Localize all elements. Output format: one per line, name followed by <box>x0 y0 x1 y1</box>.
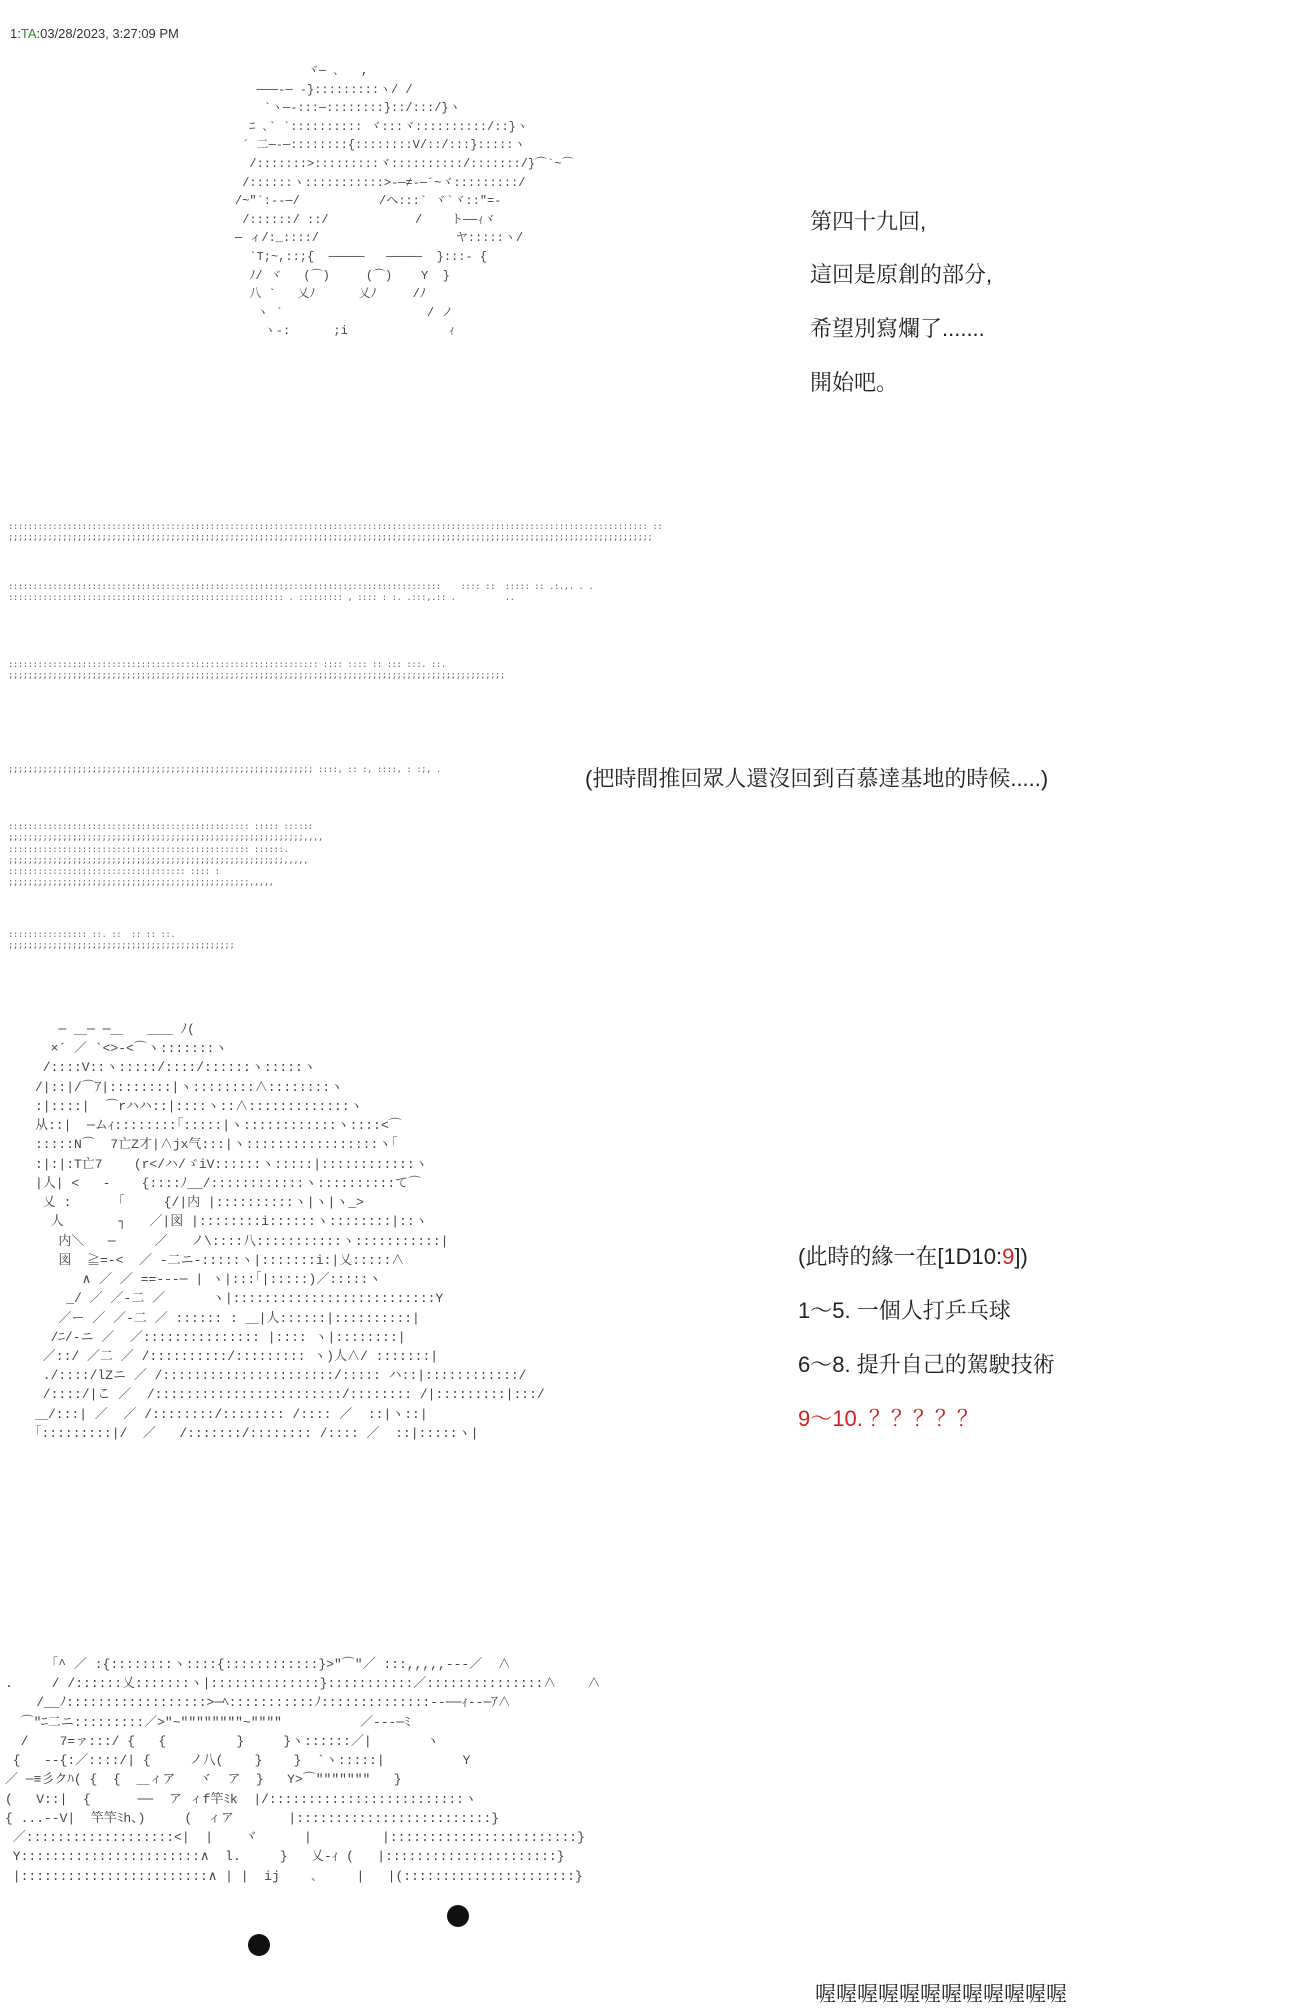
flashback-note: (把時間推回眾人還沒回到百慕達基地的時候.....) <box>585 766 1049 791</box>
ascii-art-girl-2: ｢^ ／ :{::::::::ヽ::::{::::::::::::}>"⌒"／ :::,,,,,---／ ∧ . / /::::::乂:::::::ヽ|::::::::::::::}:::::::::::／:::::::::::::::∧ ∧ /__ﾉ::::::::::::::::::>─ﾍ:::::::::::ﾉ::::::::::::::--──ｨ--─ｱ∧ ⌒"ﾆ二ニ:::::::::／>"~""""""""~"""" ／---─ﾐ / 7=ァ:::/ { { } }ヽ::::::／| ヽ { --{:／::::/| { ノ八( } } `ヽ:::::| Y ／ ─≡彡クﾊ( { { ＿ィア ヾ ア } Y>⌒""""""" } ( V::| { ── ア ィf竿ﾐk |/:::::::::::::::::::::::::ヽ { ...--V| 竿竿ﾐh、) ( ィア |:::::::::::::::::::::::::} ／:::::::::::::::::::<| | ヾ | |::::::::::::::::::::::::} Y:::::::::::::::::::::::∧ l. } 乂-ｨ ( |::::::::::::::::::::::} |::::::::::::::::::::::::∧ | | ij ､ | |(::::::::::::::::::::::} <box>5 1657 601 1884</box>
dotted-art-block-6: :::::::::::::::: ::. :: :: :: ::. ;;;;;;;;;;;;;;;;;;;;;;;;;;;;;;;;;;;;;;;;;;;;;; <box>8 930 235 952</box>
roll-option-3: 9～10. ？？？？？ <box>798 1406 979 1431</box>
bottom-shout-text: 喔喔喔喔喔喔喔喔喔喔喔喔 <box>815 1983 1067 2006</box>
ascii-art-girl-1: ─ ＿─ ─＿ ＿＿ ﾉ( ×´ ／ `<>-<⌒ヽ:::::::ヽ /::::V::ヽ:::::/::::/::::::ヽ:::::ヽ /|::|/⌒ｱ|::::::::|ヽ::::::::∧::::::::ヽ :|::::| ⌒rハハ::|::::ヽ::∧:::::::::::::ヽ 从::| ─ムｨ::::::::｢:::::|ヽ::::::::::::ヽ::::<⌒ :::::N⌒ 7亡Z才|∧jx气:::|ヽ:::::::::::::::::ヽ｢ :|:|:T亡7 (r</ハ/ゞiV::::::ヽ:::::|::::::::::::ヽ |人| < - {::::ﾉ__/::::::::::::ヽ::::::::::て⌒ 乂 : ｢ {/|内 |::::::::::ヽ|ヽ|ヽ_> 人 ┐ ／|図 |::::::::i::::::ヽ::::::::|::ヽ 内＼ ─ ／ ノ\::::八:::::::::::ヽ:::::::::::| 図 ≧=-< ／ -二ニ-:::::ヽ|:::::::i:|乂:::::∧ ∧ ／ ／ ==---─ | ヽ|:::｢|:::::)／:::::ヽ _/ ／ ／-二 ／ ヽ|::::::::::::::::::::::::::Y ／ー ／ ／-二 ／ :::::: : ＿|人::::::|::::::::::| /ﾆ/-ニ ／ ／::::::::::::::: |:::: ヽ|::::::::| ／::/ ／二 ／ /::::::::::/::::::::: ヽ)人∧/ :::::::| ./::::/lZニ ／ /::::::::::::::::::::::/::::: ハ::|::::::::::::/ /::::/|こ ／ /::::::::::::::::::::::::/:::::::: /|:::::::::|:::/ ＿/:::| ／ ／ /::::::::/:::::::: /:::: ／ ::|ヽ::| ｢:::::::::|/ ／ /:::::::/:::::::: /:::: ／ ::|:::::ヽ| <box>35 1022 545 1441</box>
roll-value: 9 <box>1002 1244 1015 1269</box>
dotted-art-block-4: ;;;;;;;;;;;;;;;;;;;;;;;;;;;;;;;;;;;;;;;;;;;;;;;;;;;;;;;;;;;;;; ::::, :: :, ::::, : :;, . <box>8 765 441 775</box>
eye-left-icon <box>248 1934 270 1956</box>
intro-line-1: 第四十九回, <box>810 209 927 234</box>
post-index: 1: <box>10 26 21 41</box>
dotted-art-block-3: ::::::::::::::::::::::::::::::::::::::::::::::::::::::::::::::: :::: :::: :: ::: :::. ::. ;;;;;;;;;;;;;;;;;;;;;;;;;;;;;;;;;;;;;;;;;;;;;;;;;;;;;;;;;;;;;;;;;;;;;;;;;;;;;;;;;;;;;;;;;;;;;;;;;;;;; <box>8 660 505 682</box>
eye-right-icon <box>447 1905 469 1927</box>
roll-prefix: (此時的緣一在[1D10: <box>798 1244 1003 1269</box>
dotted-art-block-5: ::::::::::::::::::::::::::::::::::::::::::::::::: ::::: :::::: ;;;;;;;;;;;;;;;;;;;;;;;;;;;;;;;;;;;;;;;;;;;;;;;;;;;;;;;;;;;;,,,, ::::::::::::::::::::::::::::::::::::::::::::::::: ::::::. ;;;;;;;;;;;;;;;;;;;;;;;;;;;;;;;;;;;;;;;;;;;;;;;;;;;;;;;;,,,,, :::::::::::::::::::::::::::::::::::: :::: : ;;;;;;;;;;;;;;;;;;;;;;;;;;;;;;;;;;;;;;;;;;;;;;;;;,,,,, <box>8 822 323 889</box>
intro-line-4: 開始吧。 <box>810 370 899 395</box>
intro-line-3: 希望別寫爛了....... <box>810 316 985 341</box>
dotted-art-block-1: :::::::::::::::::::::::::::::::::::::::::::::::::::::::::::::::::::::::::::::::::::::::::::::::::::::::::::::::::::::::::::::::::: :: ;;;;;;;;;;;;;;;;;;;;;;;;;;;;;;;;;;;;;;;;;;;;;;;;;;;;;;;;;;;;;;;;;;;;;;;;;;;;;;;;;;;;;;;;;;;;;;;;;;;;;;;;;;;;;;;;;;;;;;;;;;;;;;;;;;; <box>8 522 663 544</box>
roll-suffix: ]) <box>1014 1244 1028 1269</box>
roll-option-1: 1～5. 一個人打乒乓球 <box>798 1298 1011 1323</box>
dotted-art-block-2: :::::::::::::::::::::::::::::::::::::::::::::::::::::::::::::::::::::::::::::::::::::::: :::: :: ::::: :: .:.,. . . :::::::::::::::::::::::::::::::::::::::::::::::::::::::: . ::::::::: , :::: : :. .:::,.:: . .. <box>8 582 594 604</box>
roll-result-line <box>798 1240 1028 1271</box>
post-timestamp: :03/28/2023, 3:27:09 PM <box>36 26 179 41</box>
poster-tag[interactable]: TA <box>20 26 37 41</box>
intro-line-2: 這回是原創的部分, <box>810 262 993 287</box>
post-header <box>10 26 179 41</box>
ascii-art-face: ヾ─ ､ , ───-─ -}:::::::::ヽ/ / `ヽ─-:::─::::::::}::/:::/}ヽ ﾆ ､` `:::::::::: ヾ:::ヾ::::::::::/::}ヽ ´ 二─-─::::::::{::::::::V/::/:::}:::::ヽ /:::::::>:::::::::ヾ::::::::::/:::::::/}⌒`~⌒ /::::::ヽ:::::::::::>-─≠-─´~ヾ:::::::::/ /~"´:--─/ /ヘ:::` ヾ`ヾ::"=- /::::::/ ::/ / ト──ｨヾ ─ ィ/:_::::/ ヤ:::::ヽ/ `T;~,::;{ ───── ───── }:::- { ﾉ/ ヾ (⌒) (⌒) Y } 八 ` 乂ﾉ 乂ﾉ /ﾉ ヽ ` / ノ ヽ-: ;i ｨ <box>235 64 574 339</box>
roll-option-2: 6～8. 提升自己的駕駛技術 <box>798 1352 1055 1377</box>
